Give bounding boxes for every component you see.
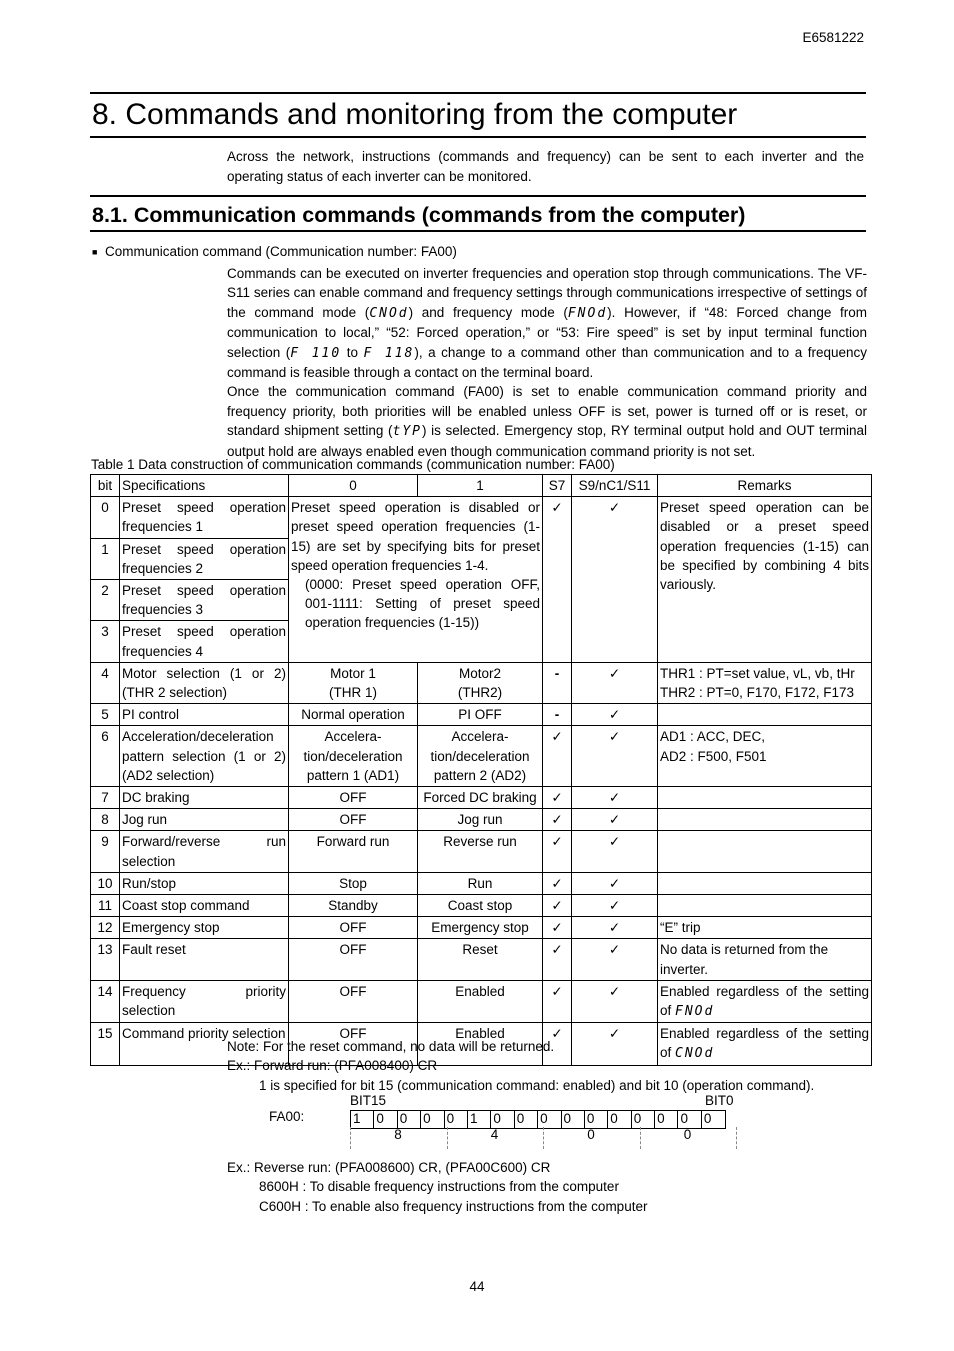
reset-note: Note: For the reset command, no data will be returned.	[227, 1039, 555, 1054]
bit-cell: 0	[562, 1111, 585, 1128]
bullet-square-icon: ■	[92, 247, 98, 257]
checkmark-icon: ✓	[572, 917, 658, 939]
checkmark-icon: ✓	[572, 704, 658, 726]
checkmark-icon: ✓	[572, 726, 658, 787]
checkmark-icon: ✓	[543, 917, 572, 939]
remarks-text: Enabled regardless of the setting of	[660, 1026, 869, 1061]
header-cell: Remarks	[658, 475, 872, 497]
hex-digit: 8	[394, 1127, 402, 1142]
remarks-cell: No data is returned from the inverter.	[658, 939, 872, 980]
description	[227, 264, 867, 461]
checkmark-icon: ✓	[572, 662, 658, 703]
page-number: 44	[469, 1279, 485, 1294]
remarks-cell: THR1 : PT=set value, vL, vb, tHr THR2 : PT=0, F170, F172, F173	[658, 662, 872, 703]
bit15-label: BIT15	[350, 1093, 387, 1108]
value-0-cell: Standby	[289, 895, 418, 917]
value-1-cell: Emergency stop	[418, 917, 543, 939]
table-row	[91, 497, 872, 538]
bit-cell: 0	[655, 1111, 678, 1128]
preset-description-cell	[289, 497, 543, 663]
checkmark-icon: ✓	[572, 1023, 658, 1065]
bit-cell: 0	[421, 1111, 444, 1128]
table-body	[91, 662, 872, 1065]
spec-cell: Preset speed operation frequencies 4	[120, 621, 289, 662]
spec-cell: Preset speed operation frequencies 1	[120, 497, 289, 538]
bit-cell: 0	[91, 497, 120, 538]
checkmark-icon: ✓	[572, 872, 658, 894]
bit-cell: 14	[91, 980, 120, 1022]
example-reverse-c600: C600H : To enable also frequency instructions from the computer	[259, 1198, 648, 1214]
table-row	[91, 917, 872, 939]
example-reverse: Ex.: Reverse run: (PFA008600) CR, (PFA00C600) CR	[227, 1160, 551, 1175]
f110-param: F 110	[290, 345, 342, 361]
hex-digit: 0	[587, 1127, 595, 1142]
notes	[227, 1037, 814, 1095]
table-row	[91, 939, 872, 980]
bit-cell: 0	[678, 1111, 701, 1128]
dash-mark: -	[543, 704, 572, 726]
value-1-cell: Reverse run	[418, 831, 543, 872]
checkmark-icon: ✓	[543, 872, 572, 894]
spec-cell: Motor selection (1 or 2) (THR 2 selection)	[120, 662, 289, 703]
subsection-heading	[90, 195, 866, 232]
fa00-label: FA00:	[269, 1109, 305, 1124]
value-1-cell: Enabled	[418, 1023, 543, 1065]
header-cell: 1	[418, 475, 543, 497]
spec-cell: Run/stop	[120, 872, 289, 894]
spec-cell: Frequency priority selection	[120, 980, 289, 1022]
header-cell: bit	[91, 475, 120, 497]
bit-cell: 8	[91, 809, 120, 831]
section-intro: Across the network, instructions (commands and frequency) can be sent to each inverter and the operating status of each inverter can be monitored.	[227, 149, 864, 184]
checkmark-icon: ✓	[572, 831, 658, 872]
remarks-cell	[658, 787, 872, 809]
reverse-examples	[227, 1158, 647, 1216]
bit-cell: 15	[91, 1023, 120, 1065]
remarks-cell	[658, 809, 872, 831]
hex-diagram	[350, 1127, 738, 1149]
section-heading	[90, 92, 866, 138]
value-0-cell: OFF	[289, 980, 418, 1022]
table-row	[91, 980, 872, 1022]
header-cell: 0	[289, 475, 418, 497]
checkmark-icon: ✓	[543, 939, 572, 980]
value-1-cell: Motor2 (THR2)	[418, 662, 543, 703]
table-row	[91, 831, 872, 872]
checkmark-icon: ✓	[572, 787, 658, 809]
table-row	[91, 726, 872, 787]
spec-cell: DC braking	[120, 787, 289, 809]
command-table	[90, 474, 872, 1066]
bit-cell: 1	[468, 1111, 491, 1128]
remarks-cell	[658, 872, 872, 894]
bit-cell: 0	[398, 1111, 421, 1128]
fmod-param: FNOd	[567, 305, 608, 321]
bit-cell: 0	[374, 1111, 397, 1128]
checkmark-icon: ✓	[543, 831, 572, 872]
spec-cell: Acceleration/deceleration pattern selection (1 or 2) (AD2 selection)	[120, 726, 289, 787]
checkmark-icon: ✓	[543, 726, 572, 787]
table-row	[91, 787, 872, 809]
example-forward: Ex.: Forward run: (PFA008400) CR	[227, 1058, 438, 1074]
value-1-cell: Accelera- tion/deceleration pattern 2 (AD2)	[418, 726, 543, 787]
bit-cell: 0	[515, 1111, 538, 1128]
bit-cell: 0	[632, 1111, 655, 1128]
remarks-cell: “E” trip	[658, 917, 872, 939]
value-0-cell: Normal operation	[289, 704, 418, 726]
bit-cell: 0	[585, 1111, 608, 1128]
remarks-param: CNOd	[675, 1046, 715, 1062]
bit-cell: 4	[91, 662, 120, 703]
checkmark-icon: ✓	[543, 980, 572, 1022]
bit-cell: 3	[91, 621, 120, 662]
bit-cell: 0	[608, 1111, 631, 1128]
spec-cell: Preset speed operation frequencies 3	[120, 580, 289, 621]
remarks-cell: Preset speed operation can be disabled or a preset speed operation frequencies (1-15) can be specified by combining 4 bits variously.	[658, 497, 872, 663]
bullet-text: Communication command (Communication number: FA00)	[104, 244, 457, 259]
bit-cell: 10	[91, 872, 120, 894]
value-1-cell: Reset	[418, 939, 543, 980]
example-reverse-8600: 8600H : To disable frequency instructions from the computer	[259, 1179, 619, 1195]
value-0-cell: Forward run	[289, 831, 418, 872]
bit-cell: 2	[91, 580, 120, 621]
subsection-title: 8.1. Communication commands (commands from the computer)	[92, 203, 746, 227]
section-title: 8. Commands and monitoring from the computer	[92, 98, 738, 131]
checkmark-icon: ✓	[572, 809, 658, 831]
spec-cell: Jog run	[120, 809, 289, 831]
checkmark-icon: ✓	[543, 809, 572, 831]
bit-cell: 6	[91, 726, 120, 787]
table-caption: Table 1 Data construction of communication commands (communication number: FA00)	[91, 457, 615, 472]
cmod-param: CNOd	[369, 305, 409, 321]
value-1-cell: Coast stop	[418, 895, 543, 917]
value-1-cell: Enabled	[418, 980, 543, 1022]
bit-cell: 0	[491, 1111, 514, 1128]
value-1-cell: PI OFF	[418, 704, 543, 726]
bit-cell: 12	[91, 917, 120, 939]
value-0-cell: Stop	[289, 872, 418, 894]
checkmark-icon: ✓	[572, 980, 658, 1022]
remarks-cell	[658, 895, 872, 917]
hex-digit: 0	[683, 1127, 692, 1142]
remarks-cell: AD1 : ACC, DEC, AD2 : F500, F501	[658, 726, 872, 787]
remarks-text: Enabled regardless of the setting of	[660, 983, 869, 1019]
table-row	[91, 895, 872, 917]
spec-cell: Emergency stop	[120, 917, 289, 939]
value-0-cell: OFF	[289, 917, 418, 939]
preset-description: Preset speed operation is disabled or preset speed operation frequencies (1-15) are set by specifying bits for preset speed operation frequencies 1-4.	[291, 500, 540, 573]
bit-cell: 11	[91, 895, 120, 917]
spec-cell: Forward/reverse run selection	[120, 831, 289, 872]
spec-cell: Command priority selection	[120, 1023, 289, 1065]
spec-cell: PI control	[120, 704, 289, 726]
table-row	[91, 662, 872, 703]
bit-cell: 1	[351, 1111, 374, 1128]
checkmark-icon: ✓	[543, 497, 572, 663]
remarks-param: FNOd	[675, 1004, 715, 1020]
example-forward-detail: 1 is specified for bit 15 (communication command: enabled) and bit 10 (operation command).	[259, 1077, 815, 1093]
checkmark-icon: ✓	[572, 895, 658, 917]
checkmark-icon: ✓	[572, 939, 658, 980]
table-row	[91, 809, 872, 831]
paragraph-2: Once the communication command (FA00) is set to enable communication command priority and frequency priority, both priorities will be enabled unless OFF is set, power is turned off or is reset, or standard shipment setting (tYP) is selected. Emergency stop, RY terminal output hold and OUT terminal output hold are always enabled even though communication command priority is not set.	[227, 384, 867, 459]
spec-cell: Preset speed operation frequencies 2	[120, 538, 289, 579]
value-0-cell: Accelera- tion/deceleration pattern 1 (AD1)	[289, 726, 418, 787]
hex-digit: 4	[490, 1127, 499, 1142]
bit-cell: 0	[538, 1111, 561, 1128]
spec-cell: Fault reset	[120, 939, 289, 980]
paragraph-1: Commands can be executed on inverter frequencies and operation stop through communications. The VF-S11 series can enable command and frequency settings through communications irrespective of settings of the command mode (CNOd) and frequency mode (FNOd). However, if “48: Forced change from communication to local,” “52: Forced operation,” or “53: Fire speed” is set by input terminal function selection (F 110 to F 118), a change to a command other than communication and to a frequency command is feasible through a contact on the terminal board.	[227, 266, 868, 381]
bit0-label: BIT0	[705, 1093, 734, 1108]
nibble-divider	[736, 1127, 737, 1149]
value-1-cell: Jog run	[418, 809, 543, 831]
value-0-cell: OFF	[289, 1023, 418, 1065]
checkmark-icon: ✓	[543, 787, 572, 809]
checkmark-icon: ✓	[572, 497, 658, 663]
typ-param: tYP	[392, 424, 422, 440]
bit-cell: 0	[445, 1111, 468, 1128]
bullet-heading	[92, 244, 457, 259]
value-0-cell: OFF	[289, 809, 418, 831]
bit-cell: 1	[91, 538, 120, 579]
value-1-cell: Run	[418, 872, 543, 894]
value-1-cell: Forced DC braking	[418, 787, 543, 809]
checkmark-icon: ✓	[543, 1023, 572, 1065]
bit-cell: 9	[91, 831, 120, 872]
remarks-cell	[658, 704, 872, 726]
remarks-cell	[658, 831, 872, 872]
table-header-row	[91, 475, 872, 497]
bit-cell: 5	[91, 704, 120, 726]
bit-cell: 7	[91, 787, 120, 809]
value-0-cell: Motor 1 (THR 1)	[289, 662, 418, 703]
dash-mark: -	[543, 662, 572, 703]
preset-description-sub: (0000: Preset speed operation OFF, 001-1111: Setting of preset speed operation frequencies (1-15))	[305, 577, 540, 631]
header-cell: S9/nC1/S11	[572, 475, 658, 497]
remarks-cell	[658, 980, 872, 1022]
header-cell: Specifications	[120, 475, 289, 497]
value-0-cell: OFF	[289, 787, 418, 809]
bit-cell: 0	[703, 1111, 712, 1126]
header-cell: S7	[543, 475, 572, 497]
spec-cell: Coast stop command	[120, 895, 289, 917]
table-row	[91, 704, 872, 726]
checkmark-icon: ✓	[543, 895, 572, 917]
document-number: E6581222	[802, 30, 864, 45]
f118-param: F 118	[363, 345, 415, 361]
value-0-cell: OFF	[289, 939, 418, 980]
bit-cell: 13	[91, 939, 120, 980]
table-row	[91, 872, 872, 894]
